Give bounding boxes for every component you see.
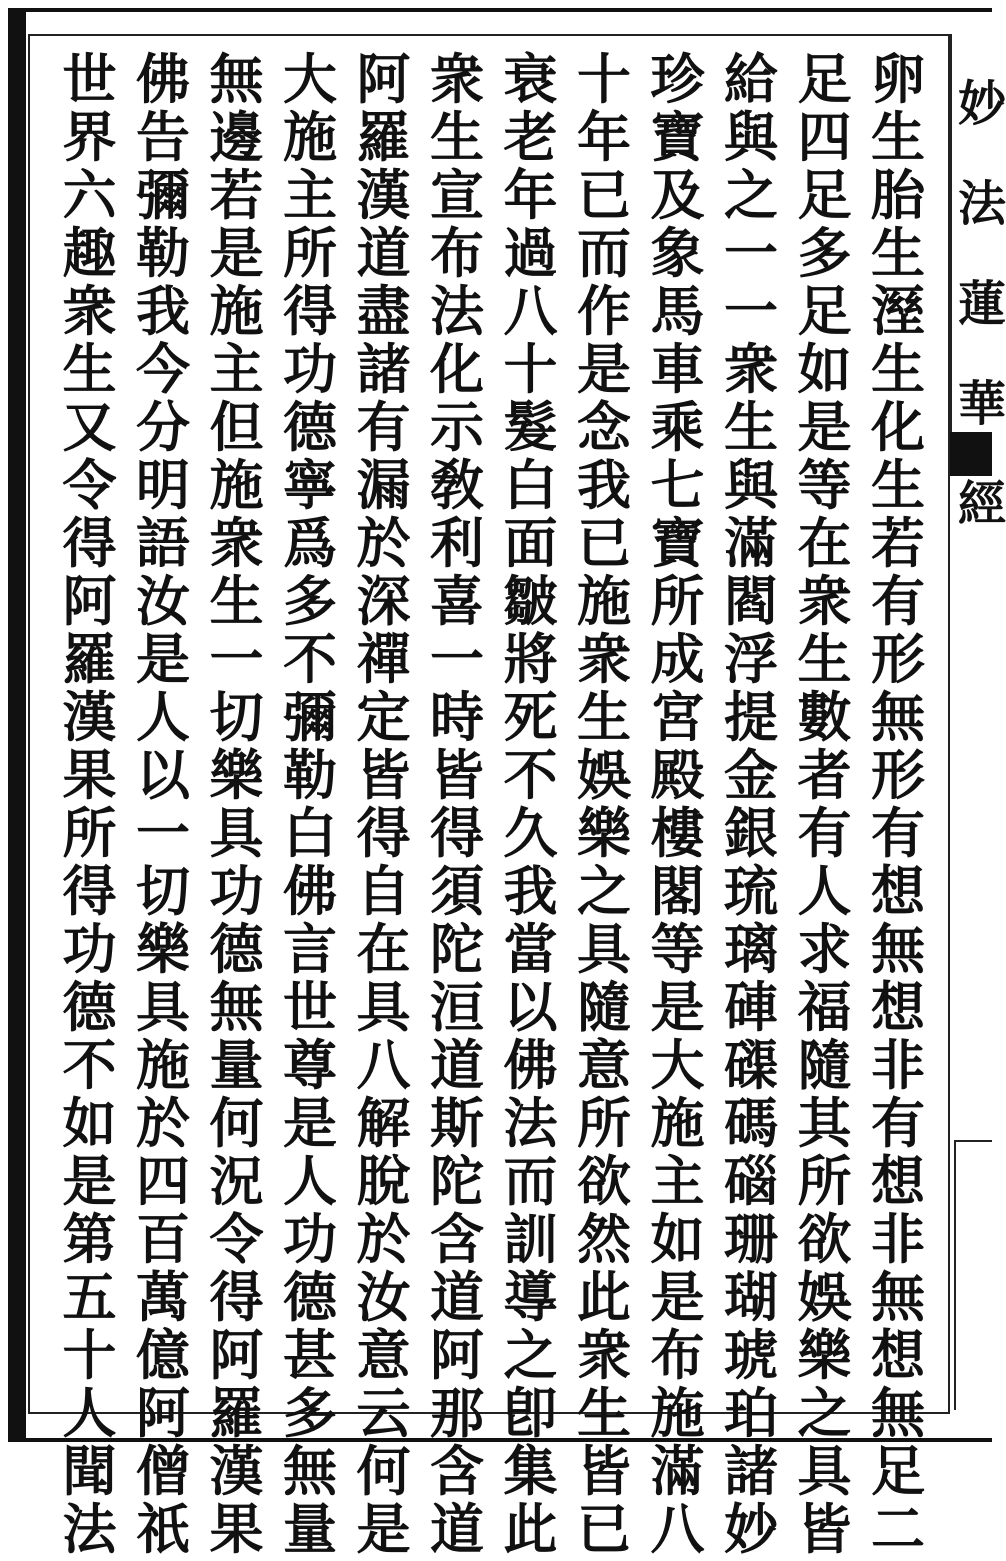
text-column: 世 界 六 趣 衆 生 又 令 得 阿 羅 漢 果 所 得 功 德 不 如 是 第 五 十 人 聞 法 [62, 47, 117, 1561]
text-column: 十 年 已 而 作 是 念 我 已 施 衆 生 娛 樂 之 具 隨 意 所 欲 然 此 衆 生 皆 已 [577, 47, 631, 1561]
text-column: 無 邊 若 是 施 主 但 施 衆 生 一 切 樂 具 功 德 無 量 何 況 令 得 阿 羅 漢 果 [209, 47, 264, 1561]
side-margin-bar [950, 432, 992, 476]
side-margin-panel [950, 34, 1006, 532]
text-column: 衆 生 宣 布 法 化 示 敎 利 喜 一 時 皆 得 須 陀 洹 道 斯 陀 含 道 阿 那 含 道 [430, 47, 484, 1561]
text-column: 衰 老 年 過 八 十 髮 白 面 皺 將 死 不 久 我 當 以 佛 法 而 訓 導 之 卽 集 此 [503, 47, 558, 1561]
text-column: 足 四 足 多 足 如 是 等 在 衆 生 數 者 有 人 求 福 隨 其 所 欲 娛 樂 之 具 皆 [797, 47, 852, 1561]
text-column: 給 與 之 一 一 衆 生 與 滿 閻 浮 提 金 銀 琉 璃 硨 磲 碼 碯 珊 瑚 琥 珀 諸 妙 [724, 47, 778, 1561]
text-column: 佛 告 彌 勒 我 今 分 明 語 汝 是 人 以 一 切 樂 具 施 於 四 百 萬 億 阿 僧 祇 [136, 47, 190, 1561]
vertical-text-body [50, 47, 930, 1561]
side-title: 妙 法 蓮 華 經 [958, 76, 1006, 532]
text-column: 大 施 主 所 得 功 德 寧 爲 多 不 彌 勒 白 佛 言 世 尊 是 人 功 德 甚 多 無 量 [283, 47, 337, 1561]
side-margin-box [954, 1140, 992, 1410]
text-column: 阿 羅 漢 道 盡 諸 有 漏 於 深 禪 定 皆 得 自 在 具 八 解 脫 於 汝 意 云 何 是 [356, 47, 411, 1561]
text-column: 珍 寶 及 象 馬 車 乘 七 寶 所 成 宮 殿 樓 閣 等 是 大 施 主 如 是 布 施 滿 八 [650, 47, 705, 1561]
text-column: 卵 生 胎 生 溼 生 化 生 若 有 形 無 形 有 想 無 想 非 有 想 非 無 想 無 足 二 [871, 47, 925, 1561]
